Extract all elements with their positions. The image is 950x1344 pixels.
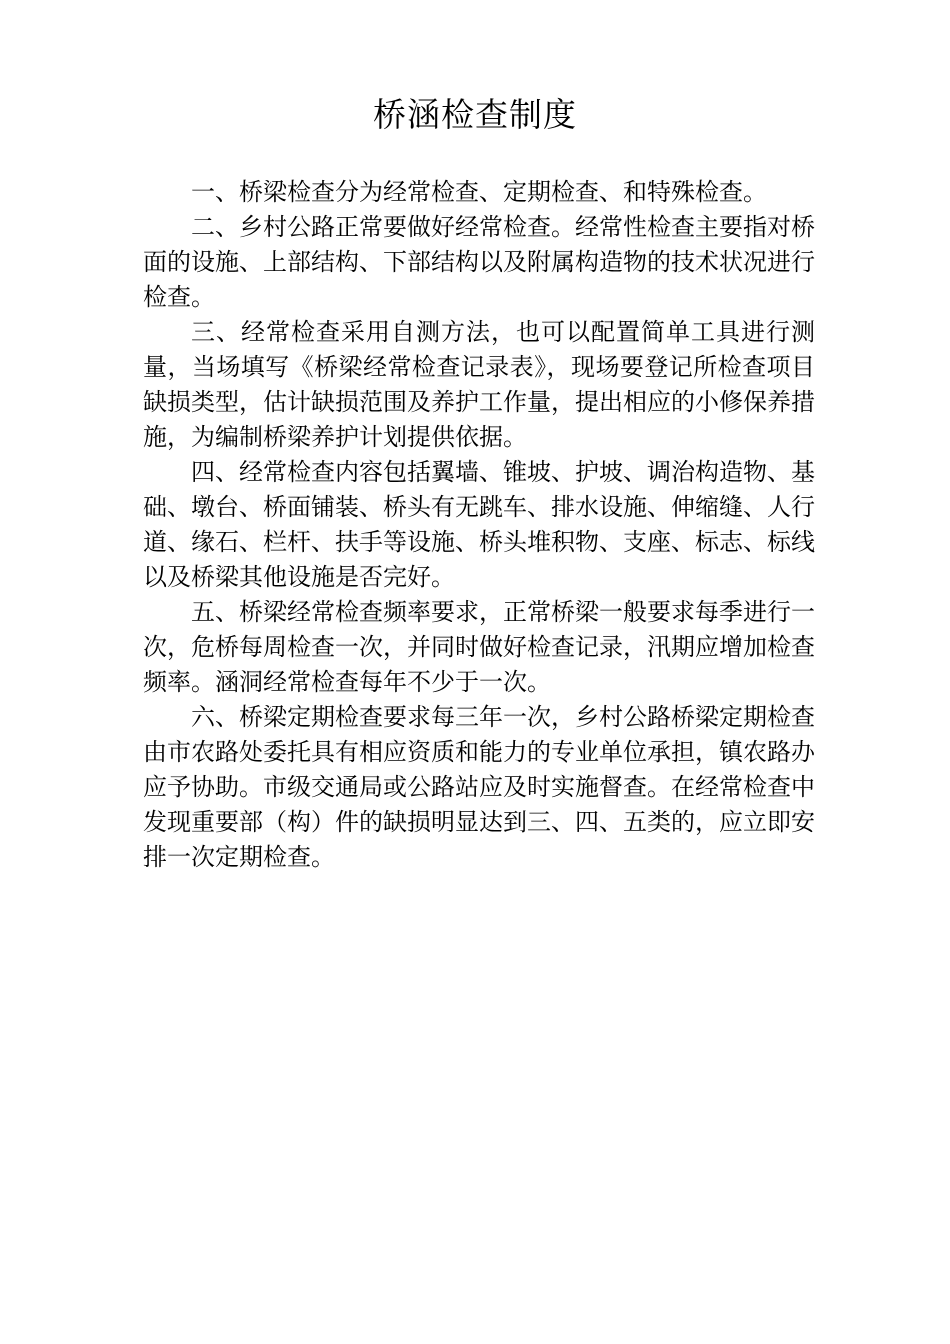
paragraph-1: 一、桥梁检查分为经常检查、定期检查、和特殊检查。 [191, 178, 767, 206]
document-title: 桥涵检查制度 [373, 95, 577, 134]
paragraph-6: 六、桥梁定期检查要求每三年一次，乡村公路桥梁定期检查由市农路处委托具有相应资质和能力的专业单位承担，镇农路办应予协助。市级交通局或公路站应及时实施督查。在经常检查中发现重要部（构）件的缺损明显达到三、四、五类的，应立即安排一次定期检查。 [143, 703, 815, 871]
document-body [143, 175, 815, 875]
paragraph-4: 四、经常检查内容包括翼墙、锥坡、护坡、调治构造物、基础、墩台、桥面铺装、桥头有无跳车、排水设施、伸缩缝、人行道、缘石、栏杆、扶手等设施、桥头堆积物、支座、标志、标线以及桥梁其他设施是否完好。 [143, 458, 815, 591]
paragraph-5: 五、桥梁经常检查频率要求，正常桥梁一般要求每季进行一次，危桥每周检查一次，并同时做好检查记录，汛期应增加检查频率。涵洞经常检查每年不少于一次。 [143, 598, 815, 696]
paragraph-3: 三、经常检查采用自测方法，也可以配置简单工具进行测量，当场填写《桥梁经常检查记录表》，现场要登记所检查项目缺损类型，估计缺损范围及养护工作量，提出相应的小修保养措施，为编制桥梁养护计划提供依据。 [143, 318, 815, 451]
paragraph-2: 二、乡村公路正常要做好经常检查。经常性检查主要指对桥面的设施、上部结构、下部结构以及附属构造物的技术状况进行检查。 [143, 213, 815, 311]
